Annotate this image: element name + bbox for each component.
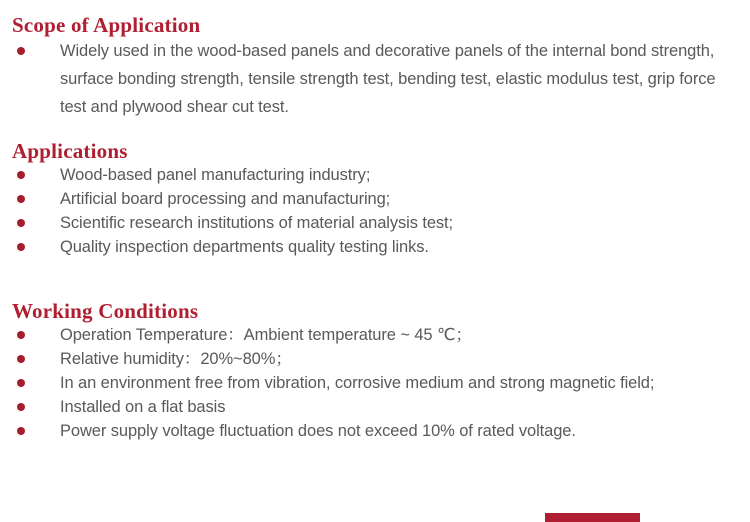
item-text: Scientific research institutions of material analysis test;	[60, 214, 454, 232]
list-item	[12, 371, 735, 395]
section-heading-working-conditions: Working Conditions	[12, 299, 199, 323]
bullet-icon	[17, 243, 25, 251]
bullet-icon	[17, 427, 25, 435]
list-item	[12, 395, 735, 419]
list-item	[12, 235, 735, 259]
item-text: Relative humidity：20%~80%；	[60, 350, 292, 368]
list-item	[12, 419, 735, 443]
item-text: Power supply voltage fluctuation does not exceed 10% of rated voltage.	[60, 422, 576, 440]
item-text: Wood-based panel manufacturing industry;	[60, 166, 371, 184]
bullet-icon	[17, 171, 25, 179]
applications-bullet-list	[12, 163, 735, 259]
item-text: Widely used in the wood-based panels and decorative panels of the internal bond strength, surface bonding strength, tensile strength test, bending test, elastic modulus test, grip force test and plywood shear cut test.	[60, 42, 716, 116]
item-text: Installed on a flat basis	[60, 398, 226, 416]
bullet-icon	[17, 219, 25, 227]
item-text: Operation Temperature：Ambient temperature ~ 45 ℃；	[60, 326, 472, 344]
item-text: In an environment free from vibration, corrosive medium and strong magnetic field;	[60, 374, 655, 392]
bullet-icon	[17, 379, 25, 387]
item-text: Quality inspection departments quality testing links.	[60, 238, 429, 256]
bullet-icon	[17, 331, 25, 339]
working-conditions-bullet-list	[12, 323, 735, 443]
list-item	[12, 163, 735, 187]
item-text: Artificial board processing and manufacturing;	[60, 190, 391, 208]
list-item	[12, 347, 735, 371]
footer-accent-bar	[545, 513, 640, 522]
list-item	[12, 323, 735, 347]
list-item	[12, 211, 735, 235]
bullet-icon	[17, 403, 25, 411]
bullet-icon	[17, 355, 25, 363]
bullet-icon	[17, 195, 25, 203]
bullet-icon	[17, 47, 25, 55]
section-heading-scope-of-application: Scope of Application	[12, 13, 201, 37]
section-heading-applications: Applications	[12, 139, 128, 163]
scope-bullet-list	[12, 37, 735, 121]
list-item	[12, 37, 735, 121]
list-item	[12, 187, 735, 211]
